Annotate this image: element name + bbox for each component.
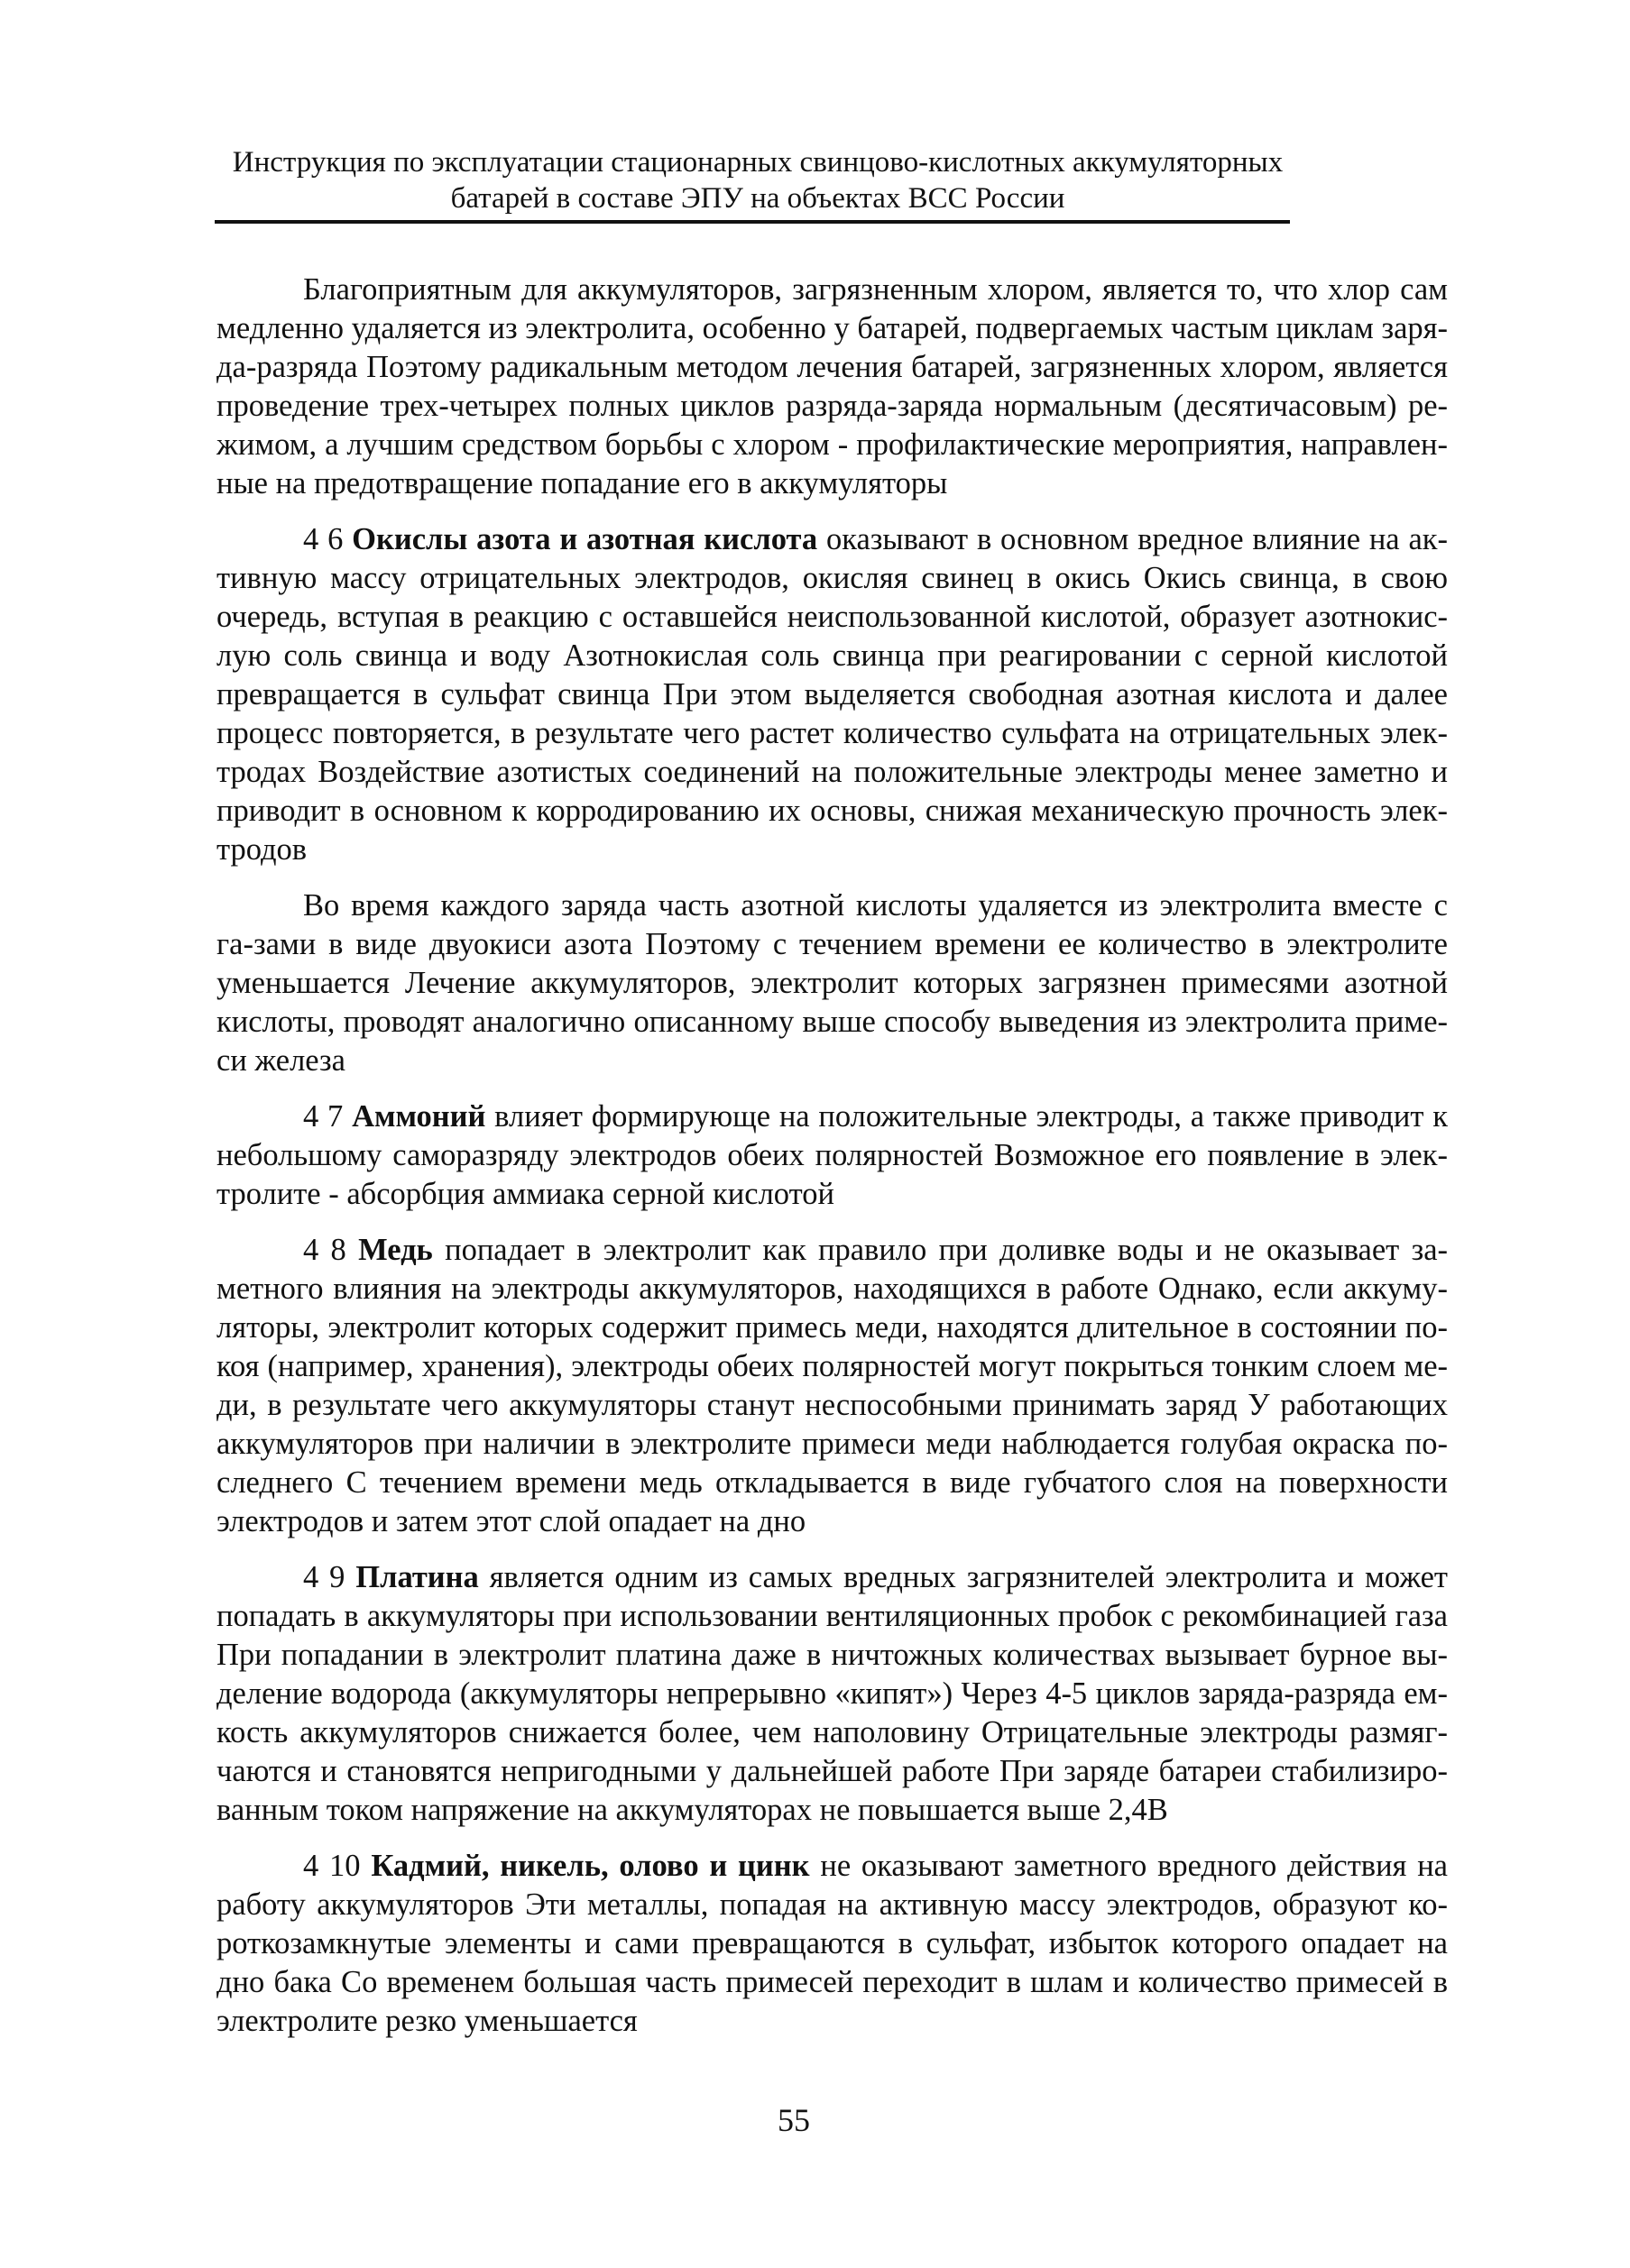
paragraph-4-10-cadmium-nickel-tin-zinc bbox=[216, 1847, 1448, 2041]
body-text bbox=[216, 271, 1448, 2058]
paragraph-text: Благоприятным для аккумуляторов, загрязненным хлором, является то, что хлор сам медленно удаляется из электролита, особенно у батарей, подвергаемых частым циклам заря-да-разряда Поэтому радикальным методом лечения батарей, загрязненных хлором, является проведение трех-четырех полных циклов разряда-заряда нормальным (десятичасовым) ре-жимом, а лучшим средством борьбы с хлором - профилактические мероприятия, направлен-ные на предотвращение попадание его в аккумуляторы bbox=[216, 272, 1448, 500]
section-term: Аммоний bbox=[352, 1099, 486, 1134]
section-term: Платина bbox=[355, 1560, 479, 1594]
paragraph-text: влияет формирующе на положительные электроды, а также приводит к небольшому саморазряду электродов обеих полярностей Возможное его появление в элек-тролите - абсорбция аммиака серной кислотой bbox=[216, 1099, 1449, 1211]
paragraph-text: попадает в электролит как правило при доливке воды и не оказывает за-метного влияния на электроды аккумуляторов, находящихся в работе Однако, если аккуму-ляторы, электролит которых содержит примесь меди, находятся длительное в состоянии по-коя (например, хранения), электроды обеих полярностей могут покрыться тонким слоем ме-ди, в результате чего аккумуляторы станут неспособными принимать заряд У работающих аккумуляторов при наличии в электролите примеси меди наблюдается голубая окраска по-следнего С течением времени медь откладывается в виде губчатого слоя на поверхности электродов и затем этот слой опадает на дно bbox=[216, 1233, 1448, 1538]
paragraph-text: оказывают в основном вредное влияние на ак-тивную массу отрицательных электродов, окисляя свинец в окись Окись свинца, в свою очередь, вступая в реакцию с оставшейся неиспользованной кислотой, образует азотнокис-лую соль свинца и воду Азотнокислая соль свинца при реагировании с серной кислотой превращается в сульфат свинца При этом выделяется свободная азотная кислота и далее процесс повторяется, в результате чего растет количество сульфата на отрицательных элек-тродах Воздействие азотистых соединений на положительные электроды менее заметно и приводит в основном к корродированию их основы, снижая механическую прочность элек-тродов bbox=[216, 522, 1449, 867]
paragraph-text: Во время каждого заряда часть азотной кислоты удаляется из электролита вместе с га-зами в виде двуокиси азота Поэтому с течением времени ее количество в электролите уменьшается Лечение аккумуляторов, электролит которых загрязнен примесями азотной кислоты, проводят аналогично описанному выше способу выведения из электролита приме-си железа bbox=[216, 888, 1448, 1078]
running-header bbox=[216, 144, 1299, 216]
section-number: 4 10 bbox=[303, 1849, 372, 1883]
paragraph-4-6-nitrogen-oxides bbox=[216, 520, 1448, 869]
paragraph-4-8-copper bbox=[216, 1231, 1448, 1541]
header-rule bbox=[215, 220, 1290, 224]
section-term: Окислы азота и азотная кислота bbox=[352, 522, 818, 556]
paragraph-4-7-ammonium bbox=[216, 1097, 1448, 1214]
section-number: 4 7 bbox=[303, 1099, 353, 1134]
paragraph-chlorine-treatment bbox=[216, 271, 1448, 503]
section-number: 4 8 bbox=[303, 1233, 359, 1267]
section-term: Кадмий, никель, олово и цинк bbox=[371, 1849, 810, 1883]
page-number: 55 bbox=[778, 2102, 810, 2138]
paragraph-text: является одним из самых вредных загрязнителей электролита и может попадать в аккумуляторы при использовании вентиляционных пробок с рекомбинацией газа При попадании в электролит платина даже в ничтожных количествах вызывает бурное вы-деление водорода (аккумуляторы непрерывно «кипят») Через 4-5 циклов заряда-разряда ем-кость аккумуляторов снижается более, чем наполовину Отрицательные электроды размяг-чаются и становятся непригодными у дальнейшей работе При заряде батареи стабилизиро-ванным током напряжение на аккумуляторах не повышается выше 2,4В bbox=[216, 1560, 1449, 1827]
header-line-2: батарей в составе ЭПУ на объектах ВСС России bbox=[450, 182, 1065, 215]
paragraph-text: не оказывают заметного вредного действия на работу аккумуляторов Эти металлы, попадая на активную массу электродов, образуют ко-роткозамкнутые элементы и сами превращаются в сульфат, избыток которого опадает на дно бака Со временем большая часть примесей переходит в шлам и количество примесей в электролите резко уменьшается bbox=[216, 1849, 1448, 2038]
section-term: Медь bbox=[358, 1233, 433, 1267]
section-number: 4 9 bbox=[303, 1560, 356, 1594]
paragraph-4-9-platinum bbox=[216, 1558, 1448, 1830]
header-line-1: Инструкция по эксплуатации стационарных свинцово-кислотных аккумуляторных bbox=[232, 146, 1284, 179]
section-number: 4 6 bbox=[303, 522, 353, 556]
paragraph-nitric-acid-removal bbox=[216, 886, 1448, 1080]
